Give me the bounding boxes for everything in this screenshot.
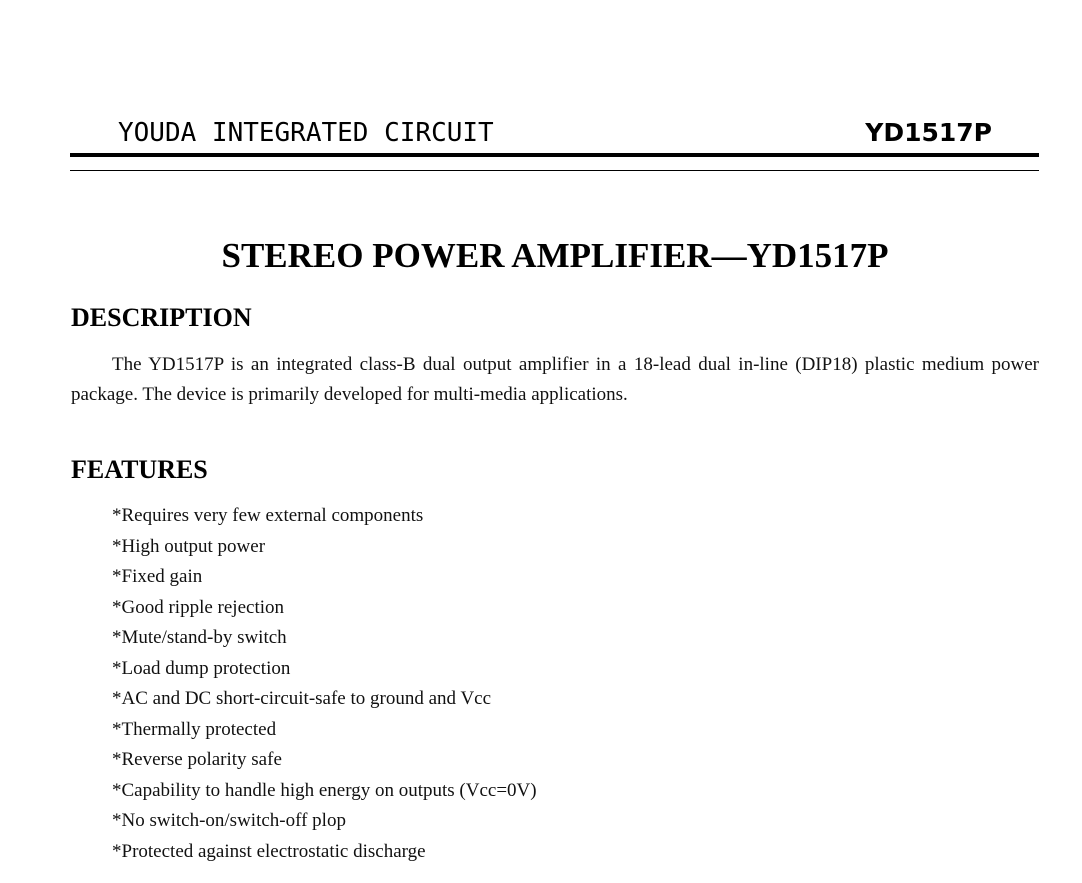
feature-item: *Reverse polarity safe	[112, 749, 282, 770]
header-company-name: YOUDA INTEGRATED CIRCUIT	[118, 118, 494, 148]
feature-item: *Good ripple rejection	[112, 596, 285, 618]
description-heading: DESCRIPTION	[71, 303, 252, 332]
description-paragraph: The YD1517P is an integrated class-B dual output amplifier in a 18-lead dual in-line (DIP18) plastic medium power package. The device is primarily developed for multi-media applications.	[71, 354, 1039, 405]
header-part-number: YD1517P	[865, 118, 992, 147]
feature-item: *Capability to handle high energy on outputs (Vcc=0V)	[112, 779, 537, 801]
feature-item: *Protected against electrostatic discharge	[112, 840, 426, 862]
feature-item: *Fixed gain	[112, 566, 203, 587]
feature-item: *No switch-on/switch-off plop	[112, 810, 346, 831]
document-title: STEREO POWER AMPLIFIER—YD1517P	[221, 236, 889, 275]
header-rule-thin	[70, 170, 1039, 171]
feature-item: *Load dump protection	[112, 657, 291, 679]
features-heading: FEATURES	[71, 455, 208, 484]
feature-item: *AC and DC short-circuit-safe to ground and Vcc	[112, 688, 492, 709]
feature-item: *High output power	[112, 535, 266, 557]
feature-item: *Requires very few external components	[112, 505, 424, 526]
header-rule-thick	[70, 153, 1039, 157]
features-list	[112, 501, 537, 867]
feature-item: *Thermally protected	[112, 718, 277, 740]
feature-item: *Mute/stand-by switch	[112, 627, 287, 648]
